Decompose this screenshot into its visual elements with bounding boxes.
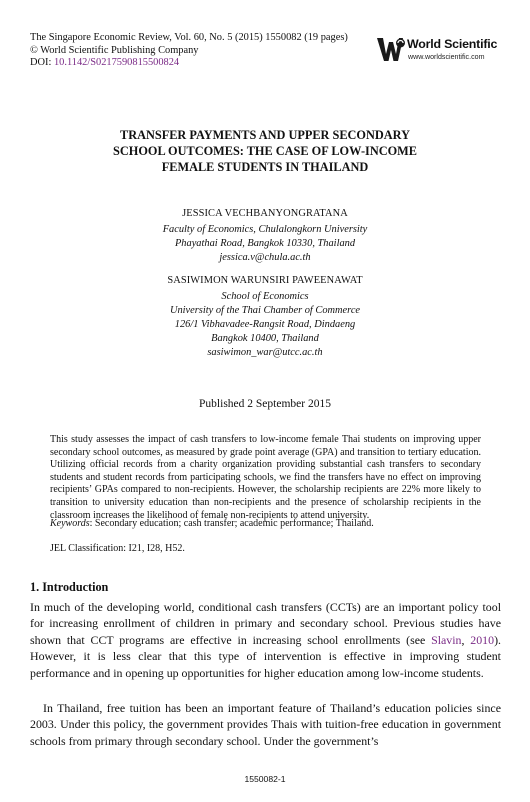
published-date: Published 2 September 2015 [199,398,331,410]
affiliation-line: Bangkok 10400, Thailand [211,333,319,344]
doi-line [30,57,348,70]
author-1-name: JESSICA VECHBANYONGRATANA [182,208,348,219]
keywords [50,518,481,529]
author-1-affiliation [40,223,490,265]
author-2-name: SASIWIMON WARUNSIRI PAWEENAWAT [167,275,363,286]
affiliation-line: 126/1 Vibhavadee-Rangsit Road, Dindaeng [174,319,356,330]
world-scientific-logo-mark-icon [375,34,405,64]
author-2-affiliation [40,290,490,360]
publisher-logo [375,34,503,68]
affiliation-line: Faculty of Economics, Chulalongkorn University [162,224,368,235]
publisher-url: www.worldscientific.com [408,53,485,61]
affiliation-line: School of Economics [221,291,309,302]
journal-header [30,32,348,70]
affiliation-line: Phayathai Road, Bangkok 10330, Thailand [174,238,356,249]
paper-title [40,127,490,175]
doi-label: DOI: [30,57,54,68]
publisher-name: World Scientific [407,37,498,51]
section-heading: 1. Introduction [30,580,109,594]
citation-author-link[interactable]: Slavin [431,632,462,647]
paragraph-text: ). However, it is less clear that this type of intervention is effective in improving student performance and in opening up opportunities for higher education among low-income students. [30,632,501,680]
abstract: This study assesses the impact of cash transfers to low-income female Thai students on improving upper secondary school outcomes, as measured by grade point average (GPA) and transition to tertiary education. Utilizing official records from a charity organization providing substantial cash transfers to secondary students and student records from participating schools, we find the transfers have no effect on improving recipients’ GPAs compared to non-recipients. However, the scholarship recipients are 22% more likely to transition to university education than non-recipients and the presence of scholarship recipients in the classroom increases the likelihood of female non-recipients to attend university. [50,434,481,521]
title-line-2: SCHOOL OUTCOMES: THE CASE OF LOW-INCOME [113,144,417,158]
title-line-1: TRANSFER PAYMENTS AND UPPER SECONDARY [120,128,410,142]
doi-link[interactable]: 10.1142/S0217590815500824 [53,57,180,68]
journal-citation: The Singapore Economic Review, Vol. 60, No. 5 (2015) 1550082 (19 pages) [30,32,348,43]
citation-year-link[interactable]: 2010 [470,632,495,647]
keywords-text: : Secondary education; cash transfer; academic performance; Thailand. [89,518,374,529]
author-2-email[interactable]: sasiwimon_war@utcc.ac.th [207,347,323,358]
body-paragraph-1 [30,599,501,681]
author-1-email[interactable]: jessica.v@chula.ac.th [219,252,311,263]
affiliation-line: University of the Thai Chamber of Commerce [169,305,361,316]
copyright-notice: © World Scientific Publishing Company [30,44,199,56]
keywords-label: Keywords [50,518,90,529]
page-number: 1550082-1 [244,774,286,784]
title-line-3: FEMALE STUDENTS IN THAILAND [161,160,369,174]
citation-separator: , [461,632,471,647]
body-paragraph-2: In Thailand, free tuition has been an important feature of Thailand’s education policies since 2003. Under this policy, the government provides Thais with tuition-free education in government schools from primary through secondary school. Under the government’s [30,701,501,748]
jel-classification: JEL Classification: I21, I28, H52. [50,543,185,554]
paragraph-text: In much of the developing world, conditional cash transfers (CCTs) are an important policy tool for increasing enrollment of children in primary and secondary school. Previous studies have shown that CCT programs are effective in increasing school enrollments (see [30,600,501,647]
